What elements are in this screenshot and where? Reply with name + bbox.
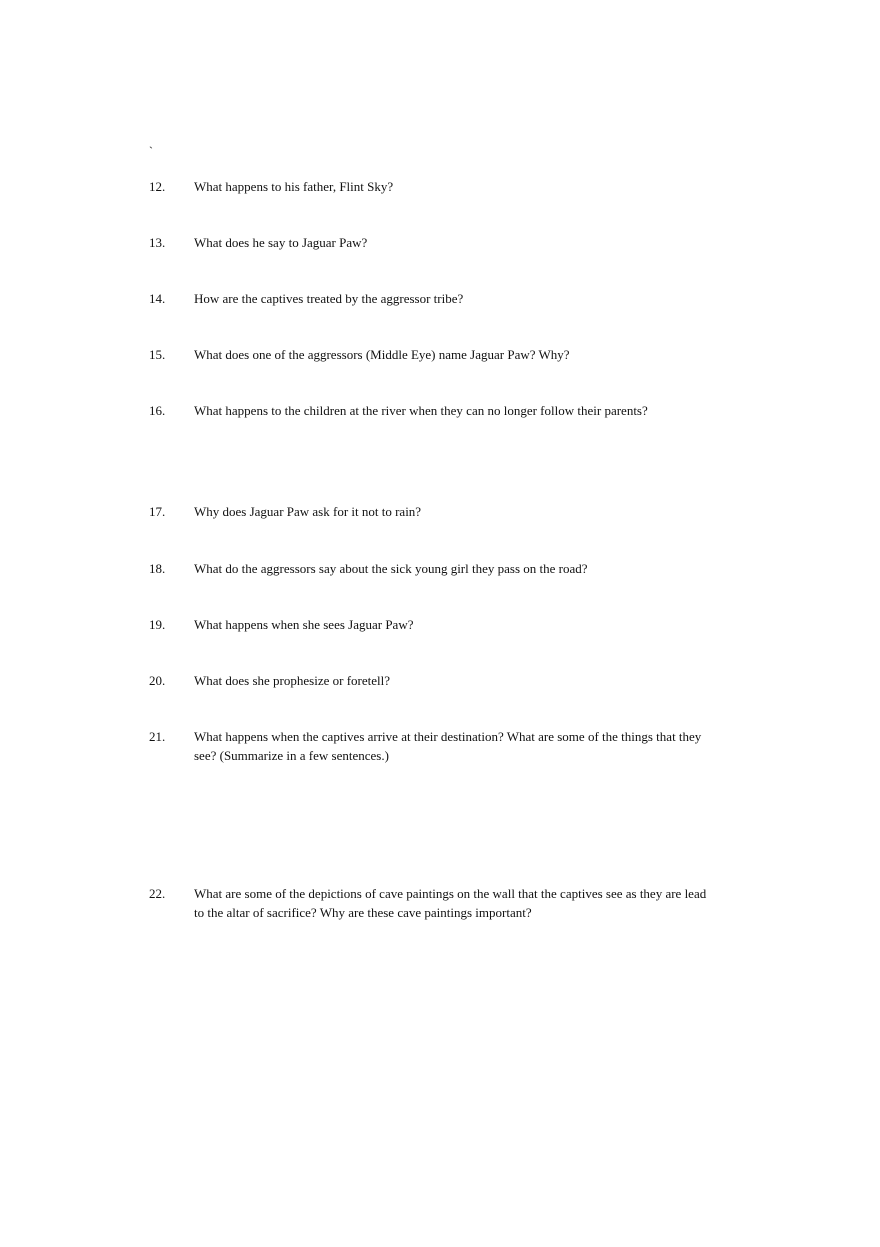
question-text: What happens when the captives arrive at their destination? What are some of the things that they see? (Summarize in a few sentences.) <box>194 729 702 763</box>
question-text: What does she prophesize or foretell? <box>194 673 391 688</box>
question-number: 21. <box>149 729 166 744</box>
question-18 <box>149 559 719 578</box>
question-text: What does he say to Jaguar Paw? <box>194 235 368 250</box>
question-16 <box>149 401 719 420</box>
question-17 <box>149 502 719 521</box>
question-text: Why does Jaguar Paw ask for it not to rain? <box>194 504 422 519</box>
question-13 <box>149 233 719 252</box>
question-20 <box>149 671 719 690</box>
question-text: What does one of the aggressors (Middle Eye) name Jaguar Paw? Why? <box>194 347 570 362</box>
stray-mark: ` <box>149 144 153 158</box>
question-19 <box>149 615 719 634</box>
question-15 <box>149 345 719 364</box>
question-12 <box>149 177 719 196</box>
question-text: How are the captives treated by the aggressor tribe? <box>194 291 464 306</box>
question-number: 15. <box>149 347 166 362</box>
question-number: 18. <box>149 561 166 576</box>
question-number: 14. <box>149 291 166 306</box>
question-22 <box>149 884 719 922</box>
question-number: 17. <box>149 504 166 519</box>
question-text: What are some of the depictions of cave paintings on the wall that the captives see as they are lead to the altar of sacrifice? Why are these cave paintings important? <box>194 886 707 920</box>
question-number: 16. <box>149 403 166 418</box>
question-14 <box>149 289 719 308</box>
question-text: What happens to the children at the river when they can no longer follow their parents? <box>194 403 648 418</box>
question-number: 19. <box>149 617 166 632</box>
question-text: What happens when she sees Jaguar Paw? <box>194 617 414 632</box>
question-number: 12. <box>149 179 166 194</box>
question-number: 22. <box>149 886 166 901</box>
question-number: 13. <box>149 235 166 250</box>
question-text: What happens to his father, Flint Sky? <box>194 179 394 194</box>
question-number: 20. <box>149 673 166 688</box>
question-21 <box>149 727 719 765</box>
question-text: What do the aggressors say about the sick young girl they pass on the road? <box>194 561 588 576</box>
